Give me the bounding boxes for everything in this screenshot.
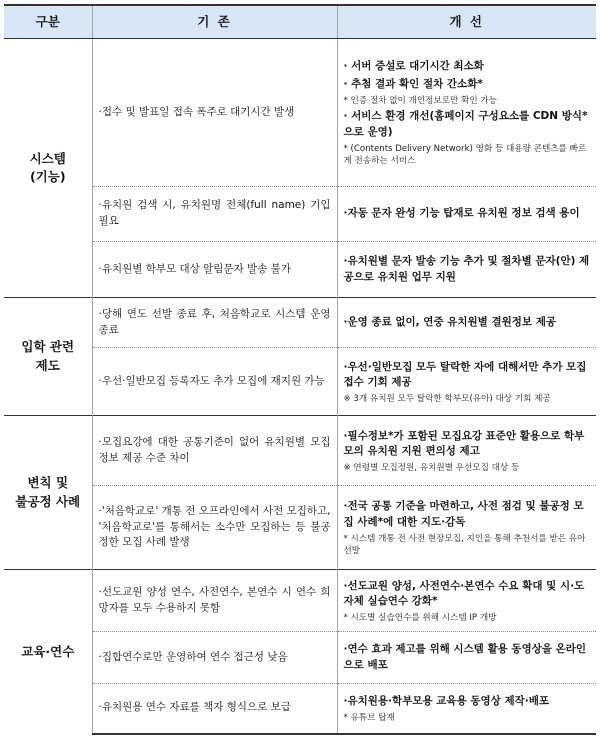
table-row <box>4 632 596 684</box>
category-system <box>4 39 92 298</box>
improvement-note: * 유튜브 탑재 <box>343 712 395 723</box>
table-row <box>4 570 596 632</box>
table-row <box>4 242 596 298</box>
improvement-item: ·유치원별 문자 발송 기능 추가 및 절차별 문자(안) 제공으로 유치원 업무 지원 <box>343 254 590 283</box>
category-label: 변칙 및 <box>27 475 69 491</box>
improvement-item: ·전국 공통 기준을 마련하고, 사전 점검 및 불공정 모집 사례*에 대한 지도·감독 <box>343 500 584 529</box>
improvement-item: ·자동 문자 완성 기능 탑재로 유치원 정보 검색 용이 <box>343 207 580 220</box>
existing-cell: ·모집요강에 대한 공통기준이 없어 유치원별 모집정보 제공 수준 차이 <box>92 416 337 486</box>
existing-cell: ·당해 연도 선발 종료 후, 처음학교로 시스템 운영 종료 <box>92 298 337 348</box>
improvement-item: · 추첨 결과 확인 절차 간소화* <box>343 78 483 91</box>
improvement-item: ·우선·일반모집 모두 탈락한 자에 대해서만 추가 모집 접수 기회 제공 <box>343 360 587 389</box>
improvement-cell <box>337 570 596 632</box>
category-label: 입학 관련 <box>21 339 75 355</box>
header-improvement: 개 선 <box>337 5 596 39</box>
improvement-item: ·필수정보*가 포함된 모집요강 표준안 활용으로 학부모의 유치원 지원 편의성 제고 <box>343 429 585 458</box>
table-row <box>4 39 596 187</box>
category-irregular <box>4 416 92 570</box>
existing-cell: ·유치원용 연수 자료를 책자 형식으로 보급 <box>92 684 337 734</box>
improvement-note: * 인증 절차 없이 개인정보로만 확인 가능 <box>343 95 498 106</box>
improvement-item: · 서비스 환경 개선(홈페이지 구성요소를 CDN 방식* 으로 운영) <box>343 110 588 139</box>
category-label: 교육·연수 <box>21 643 75 659</box>
improvement-note: ※ 3개 유치원 모두 탈락한 학부모(유아) 대상 기회 제공 <box>343 394 551 405</box>
existing-cell: ·집합연수로만 운영하여 연수 접근성 낮음 <box>92 632 337 684</box>
improvement-cell <box>337 242 596 298</box>
improvement-cell <box>337 416 596 486</box>
improvement-cell <box>337 348 596 416</box>
improvement-note: * 시도별 실습연수를 위해 시스템 IP 개방 <box>343 613 497 624</box>
improvement-cell <box>337 486 596 570</box>
header-row <box>4 5 596 39</box>
existing-cell: ·유치원별 학부모 대상 알림문자 발송 불가 <box>92 242 337 298</box>
category-admission <box>4 298 92 416</box>
table-row <box>4 348 596 416</box>
improvement-note: * 시스템 개통 전 사전 현장모집, 지인을 통해 추천서를 받은 유아 선발 <box>343 533 586 557</box>
category-label: (기능) <box>29 169 66 184</box>
category-training <box>4 570 92 734</box>
category-label: 제도 <box>35 357 60 373</box>
improvement-cell <box>337 632 596 684</box>
improvement-cell <box>337 187 596 242</box>
header-category: 구분 <box>4 5 92 39</box>
improvement-item: ·선도교원 양성, 사전연수·본연수 수요 확대 및 시·도 자체 실습연수 강화* <box>343 579 585 608</box>
category-label: 불공정 사례 <box>15 493 81 509</box>
existing-cell: ·유치원 검색 시, 유치원명 전체(full name) 기입 필요 <box>92 187 337 242</box>
existing-cell: ·'처음학교로' 개통 전 오프라인에서 사전 모집하고, '처음학교로'를 통해서는 소수만 모집하는 등 불공정한 모집 사례 발생 <box>92 486 337 570</box>
header-existing: 기 존 <box>92 5 337 39</box>
existing-cell: ·우선·일반모집 등록자도 추가 모집에 재지원 가능 <box>92 348 337 416</box>
comparison-table <box>4 4 596 735</box>
table-row <box>4 684 596 734</box>
improvement-note: ※ 연령별 모집정원, 유치원별 우선모집 대상 등 <box>343 463 520 474</box>
improvement-cell <box>337 684 596 734</box>
table-row <box>4 416 596 486</box>
table-row <box>4 187 596 242</box>
improvement-cell <box>337 39 596 187</box>
improvement-item: · 서버 증설로 대기시간 최소화 <box>343 60 484 73</box>
existing-cell: ·선도교원 양성 연수, 사전연수, 본연수 시 연수 희망자를 모두 수용하지 못함 <box>92 570 337 632</box>
table-row <box>4 298 596 348</box>
improvement-item: ·유치원용·학부모용 교육용 동영상 제작·배포 <box>343 695 550 708</box>
improvement-item: ·운영 종료 없이, 연중 유치원별 결원정보 제공 <box>343 315 556 328</box>
improvement-item: ·연수 효과 제고를 위해 시스템 활용 동영상을 온라인으로 배포 <box>343 642 587 671</box>
table-row <box>4 486 596 570</box>
improvement-note: * (Contents Delivery Network) 영화 등 대용량 콘텐츠를 빠르게 전송하는 서비스 <box>343 143 587 167</box>
improvement-cell <box>337 298 596 348</box>
existing-cell: ·접수 및 발표일 접속 폭주로 대기시간 발생 <box>92 39 337 187</box>
category-label: 시스템 <box>29 150 66 166</box>
